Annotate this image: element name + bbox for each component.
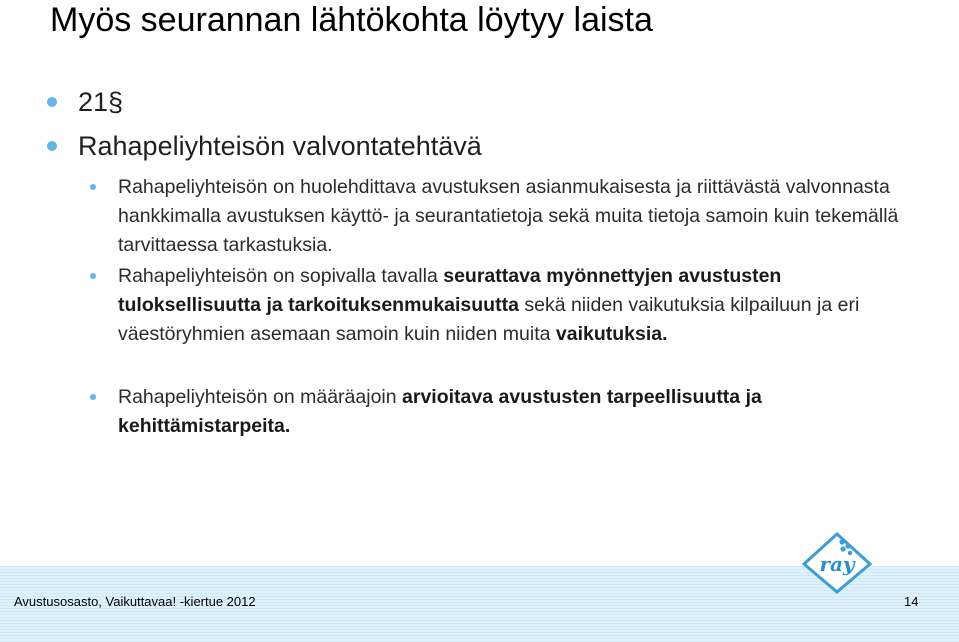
sub-bullet-1-text: Rahapeliyhteisön on huolehdittava avustuksen asianmukaisesta ja riittävästä valvonnasta hankkimalla avustuksen käyttö- ja seurantatietoja sekä muita tietoja samoin kuin tekemällä tarvittaessa tarkastuksia.	[118, 176, 899, 256]
bullet-section-number: 21§	[78, 87, 124, 117]
bullet-dot	[47, 97, 57, 107]
sub-bullet-dot	[90, 184, 96, 190]
sub-bullet-dot	[90, 273, 96, 279]
bullet-dot	[47, 141, 57, 151]
footer-text: Avustusosasto, Vaikuttavaa! -kiertue 2012	[14, 594, 256, 609]
sub-bullet-3-text: Rahapeliyhteisön on määräajoin	[118, 386, 403, 408]
sub-bullet-3	[118, 383, 908, 441]
bullet-section-heading: Rahapeliyhteisön valvontatehtävä	[78, 131, 482, 161]
sub-bullet-2-text: sekä niiden vaikutuksia kilpailuun ja eri väestöryhmien asemaan samoin kuin niiden muita	[118, 294, 860, 345]
sub-bullet-2-emphasis: seurattava myönnettyjen avustusten tuloksellisuutta ja tarkoituksenmukaisuutta	[118, 265, 782, 316]
page-number: 14	[904, 594, 919, 609]
sub-bullet-2-text: Rahapeliyhteisön on sopivalla tavalla	[118, 265, 444, 287]
slide-title: Myös seurannan lähtökohta löytyy laista	[50, 1, 653, 39]
sub-bullet-2-emphasis: vaikutuksia.	[555, 323, 668, 345]
sub-bullet-2	[118, 262, 908, 349]
sub-bullet-3-emphasis: arvioitava avustusten tarpeellisuutta ja kehittämistarpeita.	[118, 386, 762, 437]
sub-bullet-dot	[90, 394, 96, 400]
sub-bullet-1	[118, 173, 908, 260]
ray-logo	[800, 530, 874, 596]
logo-text: ray	[819, 552, 855, 576]
